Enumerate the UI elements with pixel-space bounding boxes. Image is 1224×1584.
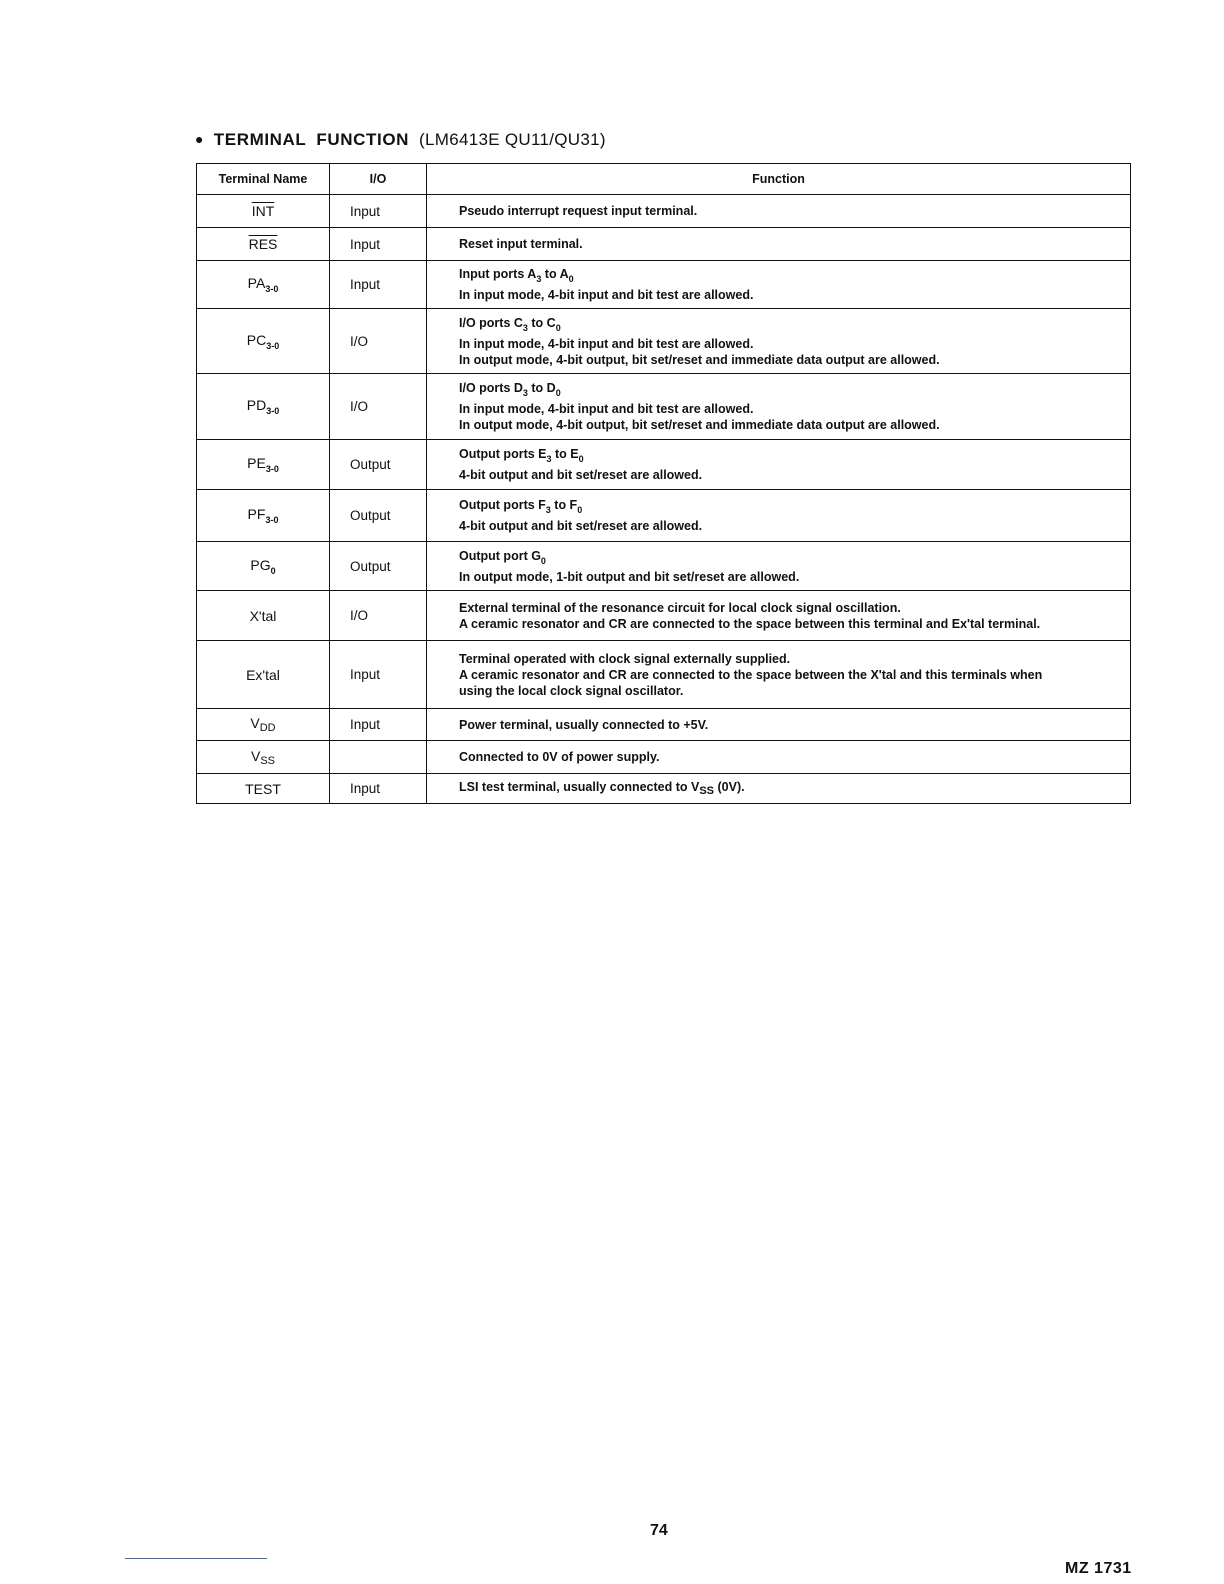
terminal-io: Input bbox=[330, 709, 427, 741]
table-row bbox=[197, 195, 1131, 228]
table-row bbox=[197, 709, 1131, 741]
terminal-io: Input bbox=[330, 641, 427, 709]
table-row bbox=[197, 741, 1131, 774]
terminal-function: Terminal operated with clock signal externally supplied. A ceramic resonator and CR are connected to the space between the X'tal and this terminals when using the local clock signal oscillator. bbox=[427, 641, 1131, 709]
table-row bbox=[197, 542, 1131, 591]
document-code: MZ 1731 bbox=[1065, 1560, 1132, 1577]
table-row bbox=[197, 774, 1131, 804]
table-row bbox=[197, 261, 1131, 309]
terminal-io: Input bbox=[330, 774, 427, 804]
terminal-function-table bbox=[196, 163, 1131, 804]
table-row bbox=[197, 309, 1131, 374]
table-row bbox=[197, 374, 1131, 440]
terminal-function: Output port $G_0$ In output mode, 1-bit output and bit set/reset are allowed. bbox=[427, 542, 1131, 591]
table-row bbox=[197, 490, 1131, 542]
terminal-function: LSI test terminal, usually connected to VSS (0V). bbox=[427, 774, 1131, 804]
terminal-io: I/O bbox=[330, 374, 427, 440]
header-terminal-name: Terminal Name bbox=[197, 164, 330, 195]
terminal-io: Input bbox=[330, 195, 427, 228]
terminal-io: I/O bbox=[330, 591, 427, 641]
terminal-name: $V_{SS}$ bbox=[197, 741, 330, 774]
terminal-function: Output ports $E_3$ to $E_0$ 4-bit output and bit set/reset are allowed. bbox=[427, 440, 1131, 490]
header-function: Function bbox=[427, 164, 1131, 195]
terminal-name: TEST bbox=[197, 774, 330, 804]
footer-rule bbox=[125, 1558, 267, 1559]
terminal-name: Ex'tal bbox=[197, 641, 330, 709]
terminal-io: Output bbox=[330, 440, 427, 490]
terminal-io bbox=[330, 741, 427, 774]
bullet-icon: ● bbox=[195, 131, 204, 147]
terminal-name: $PA_{3-0}$ bbox=[197, 261, 330, 309]
terminal-name: $PF_{3-0}$ bbox=[197, 490, 330, 542]
terminal-function: External terminal of the resonance circuit for local clock signal oscillation. A ceramic resonator and CR are connected to the space between this terminal and Ex'tal terminal. bbox=[427, 591, 1131, 641]
section-title: TERMINAL FUNCTION bbox=[213, 130, 410, 149]
table-row bbox=[197, 641, 1131, 709]
terminal-name: $PG_0$ bbox=[197, 542, 330, 591]
terminal-io: I/O bbox=[330, 309, 427, 374]
terminal-function: Reset input terminal. bbox=[427, 228, 1131, 261]
terminal-io: Input bbox=[330, 261, 427, 309]
terminal-function: Connected to 0V of power supply. bbox=[427, 741, 1131, 774]
terminal-io: Output bbox=[330, 490, 427, 542]
terminal-name: $\overline{RES}$ bbox=[197, 228, 330, 261]
terminal-name: $PD_{3-0}$ bbox=[197, 374, 330, 440]
terminal-function: Input ports $A_3$ to $A_0$ In input mode, 4-bit input and bit test are allowed. bbox=[427, 261, 1131, 309]
terminal-io: Output bbox=[330, 542, 427, 591]
section-heading bbox=[195, 130, 606, 150]
terminal-name: $PE_{3-0}$ bbox=[197, 440, 330, 490]
terminal-name: $V_{DD}$ bbox=[197, 709, 330, 741]
terminal-function: Pseudo interrupt request input terminal. bbox=[427, 195, 1131, 228]
table-row bbox=[197, 228, 1131, 261]
table-header-row bbox=[197, 164, 1131, 195]
terminal-io: Input bbox=[330, 228, 427, 261]
terminal-function: Power terminal, usually connected to +5V. bbox=[427, 709, 1131, 741]
terminal-name: $PC_{3-0}$ bbox=[197, 309, 330, 374]
terminal-name: $\overline{INT}$ bbox=[197, 195, 330, 228]
terminal-function: I/O ports $D_3$ to $D_0$ In input mode, 4-bit input and bit test are allowed. In output mode, 4-bit output, bit set/reset and immediate data output are allowed. bbox=[427, 374, 1131, 440]
table-row bbox=[197, 591, 1131, 641]
terminal-name: X'tal bbox=[197, 591, 330, 641]
model-number: (LM6413E QU11/QU31) bbox=[419, 130, 606, 149]
header-io: I/O bbox=[330, 164, 427, 195]
page-number: 74 bbox=[650, 1522, 668, 1539]
terminal-function: Output ports $F_3$ to $F_0$ 4-bit output and bit set/reset are allowed. bbox=[427, 490, 1131, 542]
table-row bbox=[197, 440, 1131, 490]
terminal-function: I/O ports $C_3$ to $C_0$ In input mode, 4-bit input and bit test are allowed. In output mode, 4-bit output, bit set/reset and immediate data output are allowed. bbox=[427, 309, 1131, 374]
